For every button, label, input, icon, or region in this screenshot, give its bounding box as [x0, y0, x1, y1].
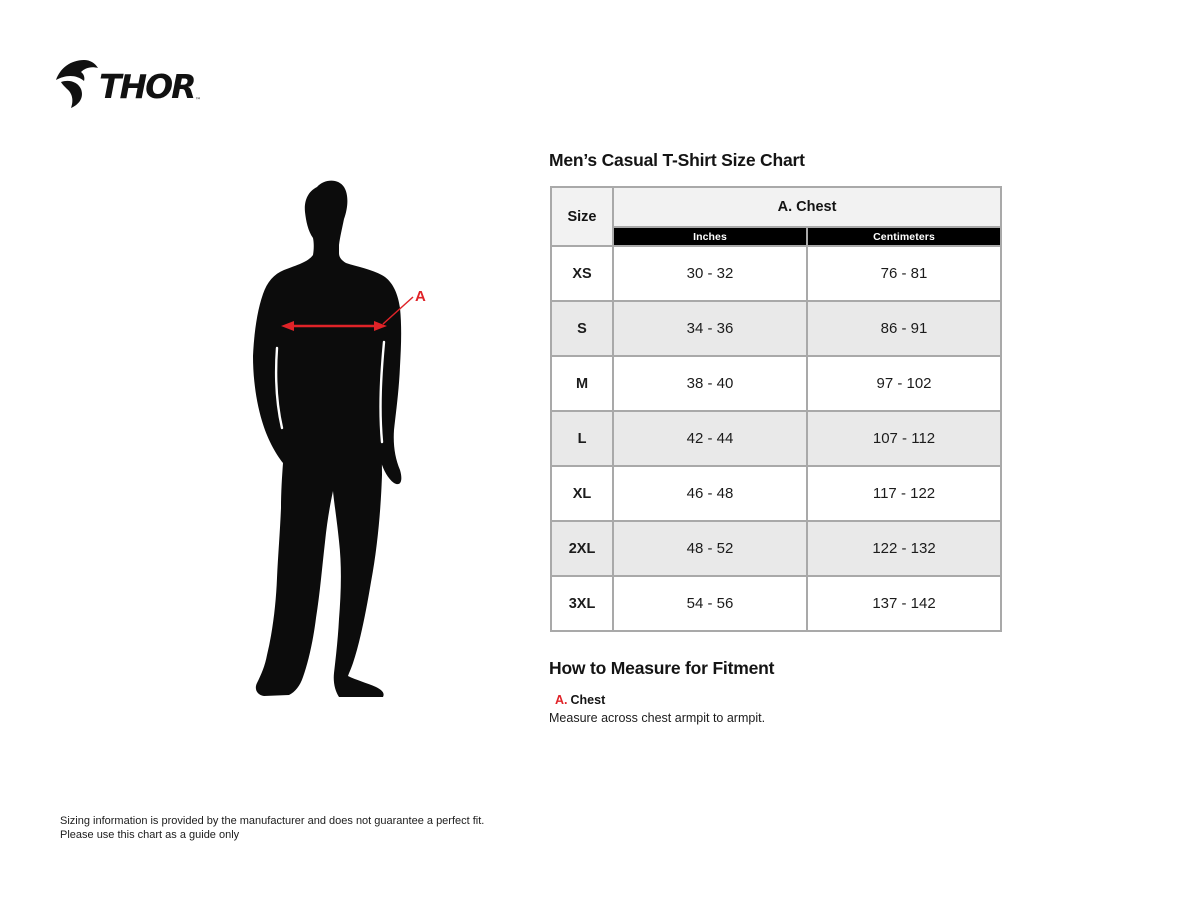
- thor-logo: [54, 58, 204, 108]
- inches-cell: 48 - 52: [613, 521, 807, 576]
- inches-cell: 30 - 32: [613, 246, 807, 301]
- table-row-m: [551, 356, 1001, 411]
- header-row-group: [551, 187, 1001, 227]
- measure-description: Measure across chest armpit to armpit.: [549, 711, 766, 725]
- inches-cell: 42 - 44: [613, 411, 807, 466]
- disclaimer: [60, 814, 484, 842]
- inches-cell: 34 - 36: [613, 301, 807, 356]
- inches-cell: 54 - 56: [613, 576, 807, 631]
- table-row-s: [551, 301, 1001, 356]
- table-row-l: [551, 411, 1001, 466]
- col-header-inches: Inches: [613, 227, 807, 246]
- centimeters-cell: 107 - 112: [807, 411, 1001, 466]
- thor-goat-icon: [56, 60, 98, 108]
- thor-wordmark: THOR: [99, 67, 195, 106]
- measure-key-name: Chest: [570, 693, 606, 707]
- size-cell: S: [551, 301, 613, 356]
- size-table: [550, 186, 1002, 632]
- col-header-size: Size: [551, 187, 613, 246]
- disclaimer-line2: Please use this chart as a guide only: [60, 829, 240, 841]
- inches-cell: 38 - 40: [613, 356, 807, 411]
- silhouette-svg: [220, 150, 460, 720]
- table-row-2xl: [551, 521, 1001, 576]
- size-cell: 2XL: [551, 521, 613, 576]
- size-cell: XL: [551, 466, 613, 521]
- thor-logo-svg: [54, 58, 204, 108]
- chart-title: Men’s Casual T-Shirt Size Chart: [549, 150, 805, 170]
- size-cell: XS: [551, 246, 613, 301]
- measurement-label-a: A: [415, 288, 426, 305]
- male-silhouette: [253, 181, 401, 697]
- disclaimer-line1: Sizing information is provided by the manufacturer and does not guarantee a perfect fit.: [60, 815, 485, 827]
- centimeters-cell: 137 - 142: [807, 576, 1001, 631]
- centimeters-cell: 97 - 102: [807, 356, 1001, 411]
- trademark-mark: ™: [195, 97, 201, 104]
- table-row-xl: [551, 466, 1001, 521]
- measure-item-label: [555, 693, 605, 707]
- size-cell: 3XL: [551, 576, 613, 631]
- col-header-chest: A. Chest: [613, 187, 1001, 227]
- table-row-3xl: [551, 576, 1001, 631]
- centimeters-cell: 117 - 122: [807, 466, 1001, 521]
- col-header-centimeters: Centimeters: [807, 227, 1001, 246]
- body-silhouette-figure: [220, 150, 460, 720]
- table-row-xs: [551, 246, 1001, 301]
- centimeters-cell: 122 - 132: [807, 521, 1001, 576]
- centimeters-cell: 76 - 81: [807, 246, 1001, 301]
- inches-cell: 46 - 48: [613, 466, 807, 521]
- header-row-units: [551, 227, 1001, 246]
- size-cell: L: [551, 411, 613, 466]
- centimeters-cell: 86 - 91: [807, 301, 1001, 356]
- measure-heading: How to Measure for Fitment: [549, 658, 775, 678]
- measure-key-letter: A.: [555, 693, 568, 707]
- size-cell: M: [551, 356, 613, 411]
